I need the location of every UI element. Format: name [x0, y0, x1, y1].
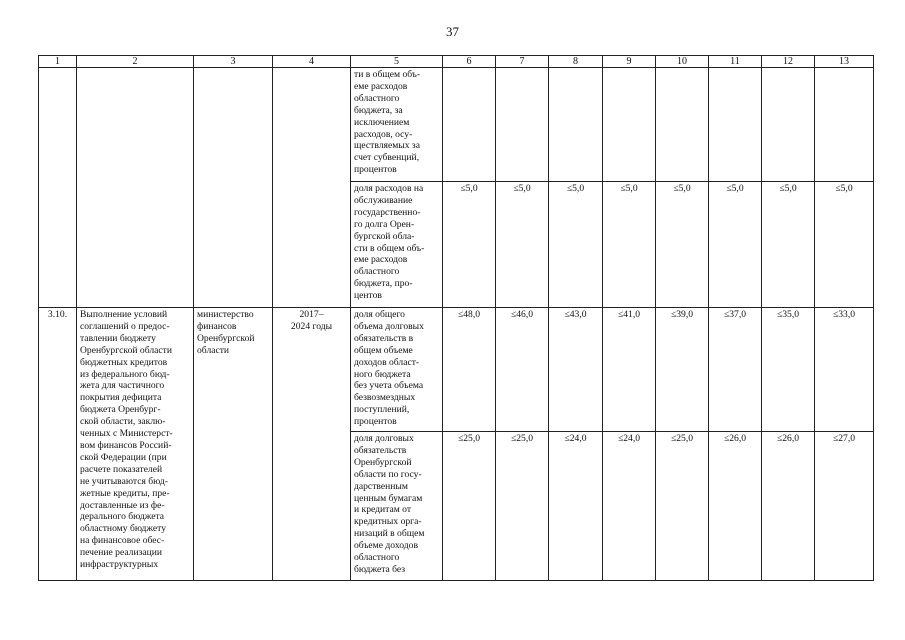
- indicator-text: доля расходов на обслуживание государственно- го долга Орен- бургской обла- сти в общем объ- еме расходов областного бюджета, про- центов: [354, 183, 425, 302]
- period-text: 2017– 2024 годы: [290, 309, 333, 332]
- executor-cell: [194, 68, 273, 308]
- indicator-text: ти в общем объ- еме расходов областного бюджета, за исключением расходов, осу- ществляемых за счет субвенций, процентов: [354, 69, 421, 176]
- column-header: 5: [351, 56, 443, 68]
- value-cell: [496, 68, 549, 182]
- page-number: 37: [446, 24, 459, 39]
- value-cell: ≤26,0: [762, 432, 815, 581]
- value-cell: ≤24,0: [549, 432, 603, 581]
- value-cell: ≤5,0: [815, 182, 874, 308]
- value-cell: [549, 68, 603, 182]
- value-cell: ≤5,0: [656, 182, 709, 308]
- column-header: 13: [815, 56, 874, 68]
- column-header: 7: [496, 56, 549, 68]
- measure-text: Выполнение условий соглашений о предос- тавлении бюджету Оренбургской области бюджетных кредитов из федерального бюд- жета для частичного покрытия дефицита бюджета Оренбург- ской области, заклю- ченных с Министерст- вом финансов Россий- ской Федерации (при расчете показателей не учитываются бюд- жетные кредиты, пре- доставленные из фе- дерального бюджета областному бюджету на финансовое обес- печение реализации инфраструктурных: [80, 309, 173, 571]
- value-cell: ≤26,0: [709, 432, 762, 581]
- value-cell: ≤25,0: [656, 432, 709, 581]
- executor-text: министерство финансов Оренбургской области: [197, 309, 255, 356]
- value-cell: ≤41,0: [603, 308, 656, 432]
- value-cell: ≤5,0: [496, 182, 549, 308]
- value-cell: ≤5,0: [762, 182, 815, 308]
- value-cell: ≤27,0: [815, 432, 874, 581]
- value-cell: [603, 68, 656, 182]
- value-cell: ≤39,0: [656, 308, 709, 432]
- value-cell: [815, 68, 874, 182]
- column-header: 4: [273, 56, 351, 68]
- column-header: 3: [194, 56, 273, 68]
- value-cell: ≤5,0: [549, 182, 603, 308]
- value-cell: [709, 68, 762, 182]
- measure-cell: [77, 68, 194, 308]
- value-cell: ≤25,0: [443, 432, 496, 581]
- column-header: 10: [656, 56, 709, 68]
- column-header: 2: [77, 56, 194, 68]
- value-cell: ≤5,0: [709, 182, 762, 308]
- value-cell: ≤46,0: [496, 308, 549, 432]
- value-cell: ≤35,0: [762, 308, 815, 432]
- table-row: [39, 308, 874, 432]
- value-cell: ≤5,0: [603, 182, 656, 308]
- value-cell: [762, 68, 815, 182]
- column-header: 9: [603, 56, 656, 68]
- value-cell: ≤25,0: [496, 432, 549, 581]
- value-cell: ≤43,0: [549, 308, 603, 432]
- column-header: 8: [549, 56, 603, 68]
- section-number-cell: [39, 68, 77, 308]
- value-cell: ≤48,0: [443, 308, 496, 432]
- column-header: 6: [443, 56, 496, 68]
- value-cell: [443, 68, 496, 182]
- value-cell: [656, 68, 709, 182]
- column-header: 12: [762, 56, 815, 68]
- table-row: [39, 68, 874, 182]
- column-header: 11: [709, 56, 762, 68]
- column-number-row: [39, 56, 874, 68]
- budget-indicators-table: [38, 55, 874, 581]
- indicator-text: доля общего объема долговых обязательств в общем объеме доходов област- ного бюджета без учета объема безвозмездных поступлений, процентов: [354, 309, 424, 428]
- period-cell: [273, 68, 351, 308]
- value-cell: ≤33,0: [815, 308, 874, 432]
- section-number: 3.10.: [47, 309, 68, 320]
- value-cell: ≤5,0: [443, 182, 496, 308]
- value-cell: ≤24,0: [603, 432, 656, 581]
- indicator-text: доля долговых обязательств Оренбургской области по госу- дарственным ценным бумагам и кредитам от кредитных орга- низаций в общем объеме доходов областного бюджета без: [354, 433, 425, 575]
- value-cell: ≤37,0: [709, 308, 762, 432]
- column-header: 1: [39, 56, 77, 68]
